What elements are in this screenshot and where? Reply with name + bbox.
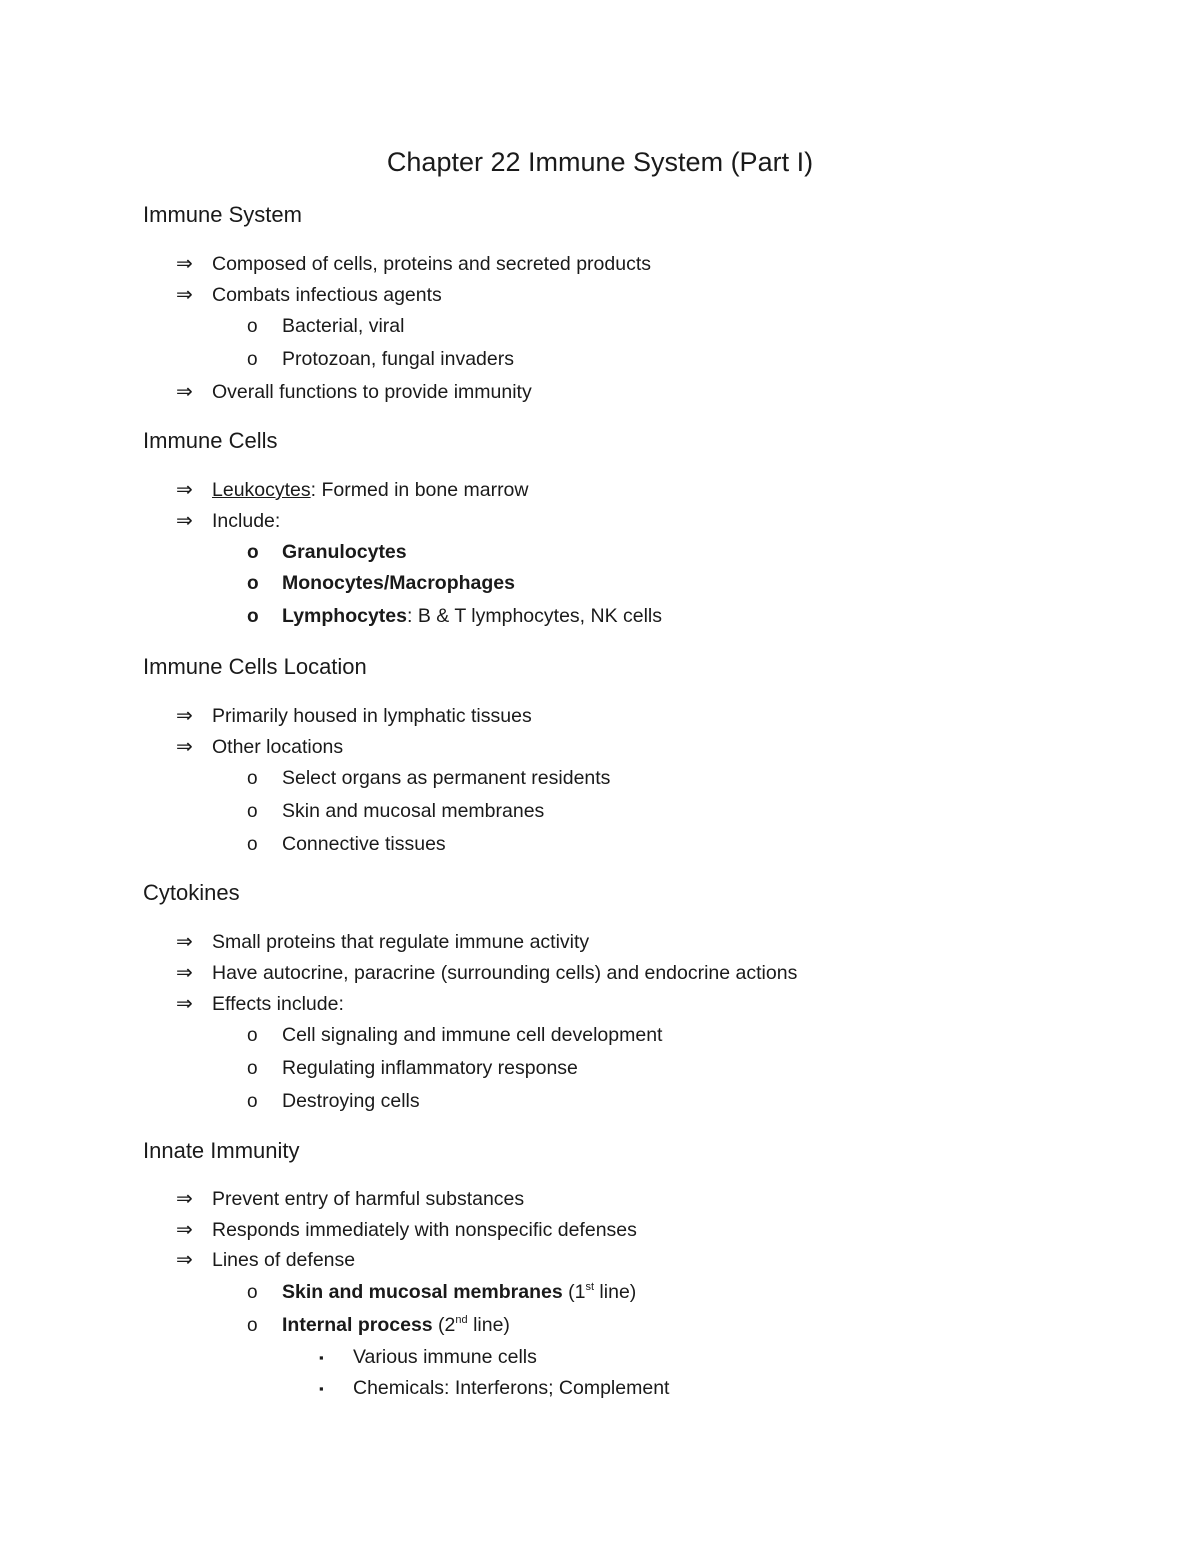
section-cytokines [143, 878, 1103, 1117]
list-item-text: : B & T lymphocytes, NK cells [406, 605, 663, 627]
list-item-text: Prevent entry of harmful substances [212, 1188, 525, 1210]
list-item-text: Various immune cells [353, 1346, 537, 1368]
list-item [143, 1373, 1103, 1404]
list-item [143, 1215, 1103, 1246]
ordinal-suffix: st [585, 1281, 595, 1293]
square-bullet-icon: ▪ [319, 1381, 324, 1396]
list-item [143, 701, 1103, 732]
list-item [143, 1086, 1103, 1117]
term-leukocytes: Leukocytes [212, 479, 311, 501]
section-innate-immunity [143, 1136, 1103, 1404]
arrow-bullet-icon: ⇒ [176, 1249, 193, 1271]
circle-bullet-icon: o [247, 316, 258, 337]
list-item [143, 280, 1103, 311]
term-skin-mucosal: Skin and mucosal membranes [282, 1281, 563, 1303]
list-item-text: Bacterial, viral [282, 315, 405, 337]
list-item [143, 537, 1103, 568]
document-title: Chapter 22 Immune System (Part I) [386, 147, 814, 177]
list-item-text: Cell signaling and immune cell development [282, 1024, 663, 1046]
arrow-bullet-icon: ⇒ [176, 381, 193, 403]
list-item-text: Overall functions to provide immunity [212, 381, 532, 403]
list-item-text: Responds immediately with nonspecific defenses [212, 1219, 637, 1241]
arrow-bullet-icon: ⇒ [176, 931, 193, 953]
list-item-text: Connective tissues [282, 833, 446, 855]
list-item [143, 249, 1103, 280]
list-item [143, 344, 1103, 375]
arrow-bullet-icon: ⇒ [176, 736, 193, 758]
arrow-bullet-icon: ⇒ [176, 479, 193, 501]
circle-bullet-icon: o [247, 801, 258, 822]
list-item [143, 763, 1103, 794]
list-item-text: Combats infectious agents [212, 284, 442, 306]
arrow-bullet-icon: ⇒ [176, 253, 193, 275]
section-heading: Innate Immunity [143, 1138, 300, 1163]
circle-bullet-icon: o [247, 834, 258, 855]
section-immune-system [143, 200, 1103, 408]
list-item [143, 796, 1103, 827]
arrow-bullet-icon: ⇒ [176, 705, 193, 727]
circle-bullet-icon: o [247, 349, 258, 370]
bullet-list [143, 927, 1103, 1117]
list-item-text: Select organs as permanent residents [282, 767, 611, 789]
list-item-text: Composed of cells, proteins and secreted products [212, 253, 651, 275]
circle-bullet-icon: o [247, 768, 258, 789]
circle-bullet-icon: o [247, 1025, 258, 1046]
term-internal-process: Internal process [282, 1314, 433, 1336]
list-item-text: (2 [432, 1314, 456, 1336]
list-item [143, 1245, 1103, 1276]
circle-bullet-icon: o [247, 606, 259, 627]
section-immune-cells [143, 426, 1103, 632]
list-item-text: : Formed in bone marrow [310, 479, 529, 501]
list-item-text: Monocytes/Macrophages [282, 572, 515, 594]
list-item [143, 1184, 1103, 1215]
list-item [143, 958, 1103, 989]
list-item-text: Destroying cells [282, 1090, 420, 1112]
list-item-text: line) [467, 1314, 510, 1336]
bullet-list [143, 1184, 1103, 1404]
list-item [143, 601, 1103, 632]
list-item [143, 1342, 1103, 1373]
list-item [143, 475, 1103, 506]
list-item-text: Regulating inflammatory response [282, 1057, 578, 1079]
ordinal-suffix: nd [455, 1314, 468, 1326]
section-heading: Immune System [143, 202, 302, 227]
list-item-text: Granulocytes [282, 541, 407, 563]
circle-bullet-icon: o [247, 1315, 258, 1336]
list-item-text: Small proteins that regulate immune activity [212, 931, 590, 953]
list-item [143, 377, 1103, 408]
list-item [143, 829, 1103, 860]
list-item [143, 506, 1103, 537]
list-item-text: Lines of defense [212, 1249, 356, 1271]
section-immune-cells-location [143, 652, 1103, 860]
circle-bullet-icon: o [247, 542, 259, 563]
circle-bullet-icon: o [247, 1282, 258, 1303]
section-heading: Immune Cells Location [143, 654, 367, 679]
section-heading: Cytokines [143, 880, 240, 905]
section-heading: Immune Cells [143, 428, 278, 453]
list-item [143, 311, 1103, 342]
circle-bullet-icon: o [247, 1091, 258, 1112]
list-item [143, 989, 1103, 1020]
list-item-text: Have autocrine, paracrine (surrounding cells) and endocrine actions [212, 962, 798, 984]
list-item [143, 1277, 1103, 1308]
list-item-text: Include: [212, 510, 281, 532]
bullet-list [143, 475, 1103, 632]
list-item-text: Effects include: [212, 993, 344, 1015]
arrow-bullet-icon: ⇒ [176, 510, 193, 532]
list-item [143, 1020, 1103, 1051]
list-item-text: (1 [562, 1281, 586, 1303]
arrow-bullet-icon: ⇒ [176, 993, 193, 1015]
arrow-bullet-icon: ⇒ [176, 284, 193, 306]
list-item [143, 1053, 1103, 1084]
arrow-bullet-icon: ⇒ [176, 1188, 193, 1210]
list-item-text: Other locations [212, 736, 344, 758]
bullet-list [143, 701, 1103, 860]
list-item [143, 732, 1103, 763]
list-item-text: line) [594, 1281, 637, 1303]
list-item [143, 568, 1103, 599]
arrow-bullet-icon: ⇒ [176, 962, 193, 984]
list-item-text: Protozoan, fungal invaders [282, 348, 514, 370]
list-item-text: Primarily housed in lymphatic tissues [212, 705, 532, 727]
circle-bullet-icon: o [247, 1058, 258, 1079]
circle-bullet-icon: o [247, 573, 259, 594]
term-lymphocytes: Lymphocytes [282, 605, 407, 627]
list-item-text: Skin and mucosal membranes [282, 800, 545, 822]
list-item [143, 1310, 1103, 1341]
list-item [143, 927, 1103, 958]
list-item-text: Chemicals: Interferons; Complement [353, 1377, 670, 1399]
bullet-list [143, 249, 1103, 408]
arrow-bullet-icon: ⇒ [176, 1219, 193, 1241]
square-bullet-icon: ▪ [319, 1350, 324, 1365]
